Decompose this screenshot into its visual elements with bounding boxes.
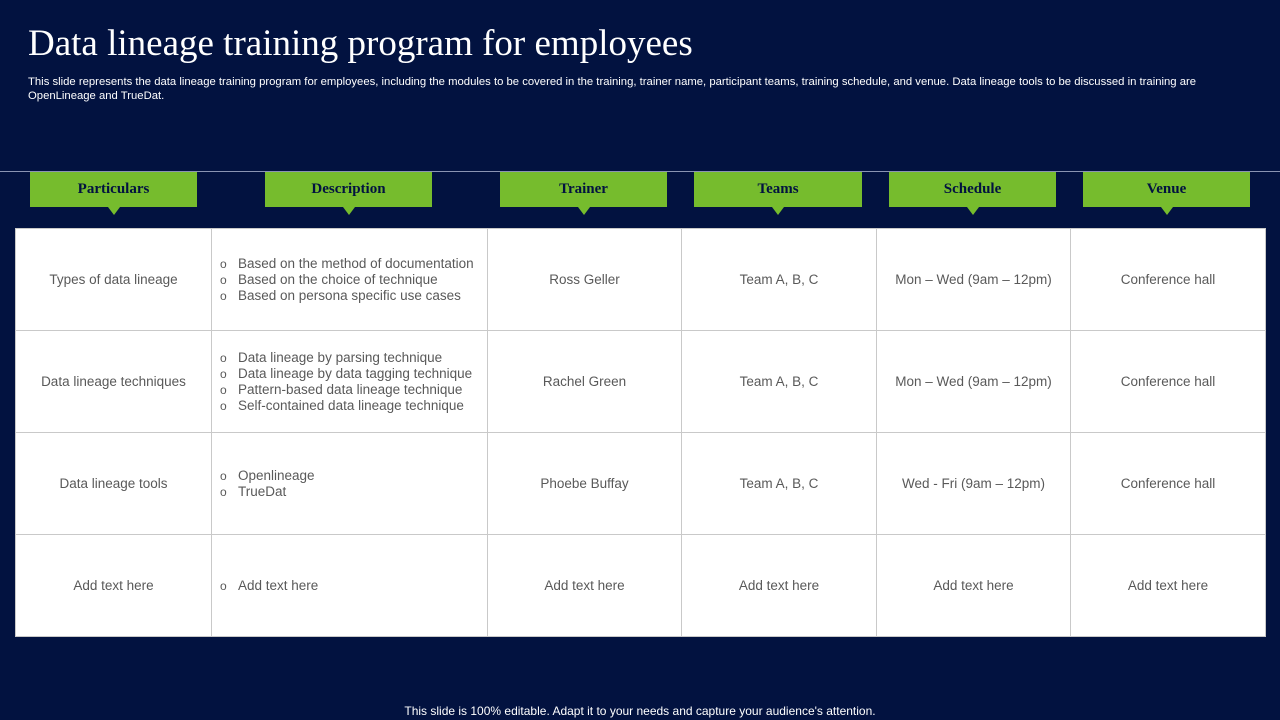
list-item: [220, 382, 479, 398]
cell-schedule: Mon – Wed (9am – 12pm): [877, 229, 1071, 331]
table-row: [16, 229, 1266, 331]
cell-particulars: Data lineage techniques: [16, 331, 212, 433]
bullet-circle-icon: o: [220, 256, 227, 271]
list-item: [220, 288, 479, 304]
description-text: Based on the choice of technique: [238, 271, 438, 287]
cell-trainer: Phoebe Buffay: [488, 433, 682, 535]
cell-particulars: Data lineage tools: [16, 433, 212, 535]
cell-venue: Add text here: [1071, 535, 1266, 637]
bullet-circle-icon: o: [220, 484, 227, 499]
training-table: [15, 228, 1266, 637]
description-text: Data lineage by data tagging technique: [238, 365, 473, 381]
list-item: [220, 366, 479, 382]
footer-note: This slide is 100% editable. Adapt it to your needs and capture your audience's attention.: [404, 704, 876, 718]
bullet-circle-icon: o: [220, 350, 227, 365]
description-list: [220, 468, 479, 500]
cell-trainer: Ross Geller: [488, 229, 682, 331]
bullet-circle-icon: o: [220, 382, 227, 397]
list-item: [220, 272, 479, 288]
bullet-circle-icon: o: [220, 288, 227, 303]
description-text: Based on persona specific use cases: [238, 287, 461, 303]
bullet-circle-icon: o: [220, 366, 227, 381]
cell-teams: Team A, B, C: [682, 433, 877, 535]
list-item: [220, 350, 479, 366]
header-venue: Venue: [1083, 172, 1250, 207]
cell-particulars: Add text here: [16, 535, 212, 637]
description-text: TrueDat: [238, 483, 287, 499]
description-list: [220, 578, 479, 594]
cell-description: [212, 535, 488, 637]
description-list: [220, 256, 479, 304]
cell-venue: Conference hall: [1071, 433, 1266, 535]
list-item: [220, 398, 479, 414]
list-item: [220, 578, 479, 594]
list-item: [220, 468, 479, 484]
bullet-circle-icon: o: [220, 272, 227, 287]
description-text: Pattern-based data lineage technique: [238, 381, 463, 397]
cell-schedule: Wed - Fri (9am – 12pm): [877, 433, 1071, 535]
description-list: [220, 350, 479, 414]
description-text: Add text here: [238, 577, 319, 593]
cell-schedule: Mon – Wed (9am – 12pm): [877, 331, 1071, 433]
cell-trainer: Rachel Green: [488, 331, 682, 433]
list-item: [220, 484, 479, 500]
cell-particulars: Types of data lineage: [16, 229, 212, 331]
table-row: [16, 535, 1266, 637]
slide-title: Data lineage training program for employees: [28, 23, 693, 64]
cell-description: [212, 331, 488, 433]
cell-schedule: Add text here: [877, 535, 1071, 637]
cell-teams: Team A, B, C: [682, 331, 877, 433]
header-teams: Teams: [694, 172, 862, 207]
cell-description: [212, 229, 488, 331]
cell-venue: Conference hall: [1071, 229, 1266, 331]
description-text: Data lineage by parsing technique: [238, 349, 443, 365]
cell-teams: Team A, B, C: [682, 229, 877, 331]
description-text: Based on the method of documentation: [238, 255, 474, 271]
table-row: [16, 433, 1266, 535]
cell-trainer: Add text here: [488, 535, 682, 637]
list-item: [220, 256, 479, 272]
bullet-circle-icon: o: [220, 398, 227, 413]
bullet-circle-icon: o: [220, 578, 227, 593]
cell-description: [212, 433, 488, 535]
slide-subtitle: This slide represents the data lineage training program for employees, including the modules to be covered in the training, trainer name, participant teams, training schedule, and venue. Data lineage tools to be discussed in training are OpenLineage and TrueDat.: [28, 76, 1197, 102]
header-description: Description: [265, 172, 432, 207]
cell-venue: Conference hall: [1071, 331, 1266, 433]
header-trainer: Trainer: [500, 172, 667, 207]
table-row: [16, 331, 1266, 433]
bullet-circle-icon: o: [220, 468, 227, 483]
description-text: Openlineage: [238, 467, 315, 483]
description-text: Self-contained data lineage technique: [238, 397, 464, 413]
header-schedule: Schedule: [889, 172, 1056, 207]
header-particulars: Particulars: [30, 172, 197, 207]
cell-teams: Add text here: [682, 535, 877, 637]
